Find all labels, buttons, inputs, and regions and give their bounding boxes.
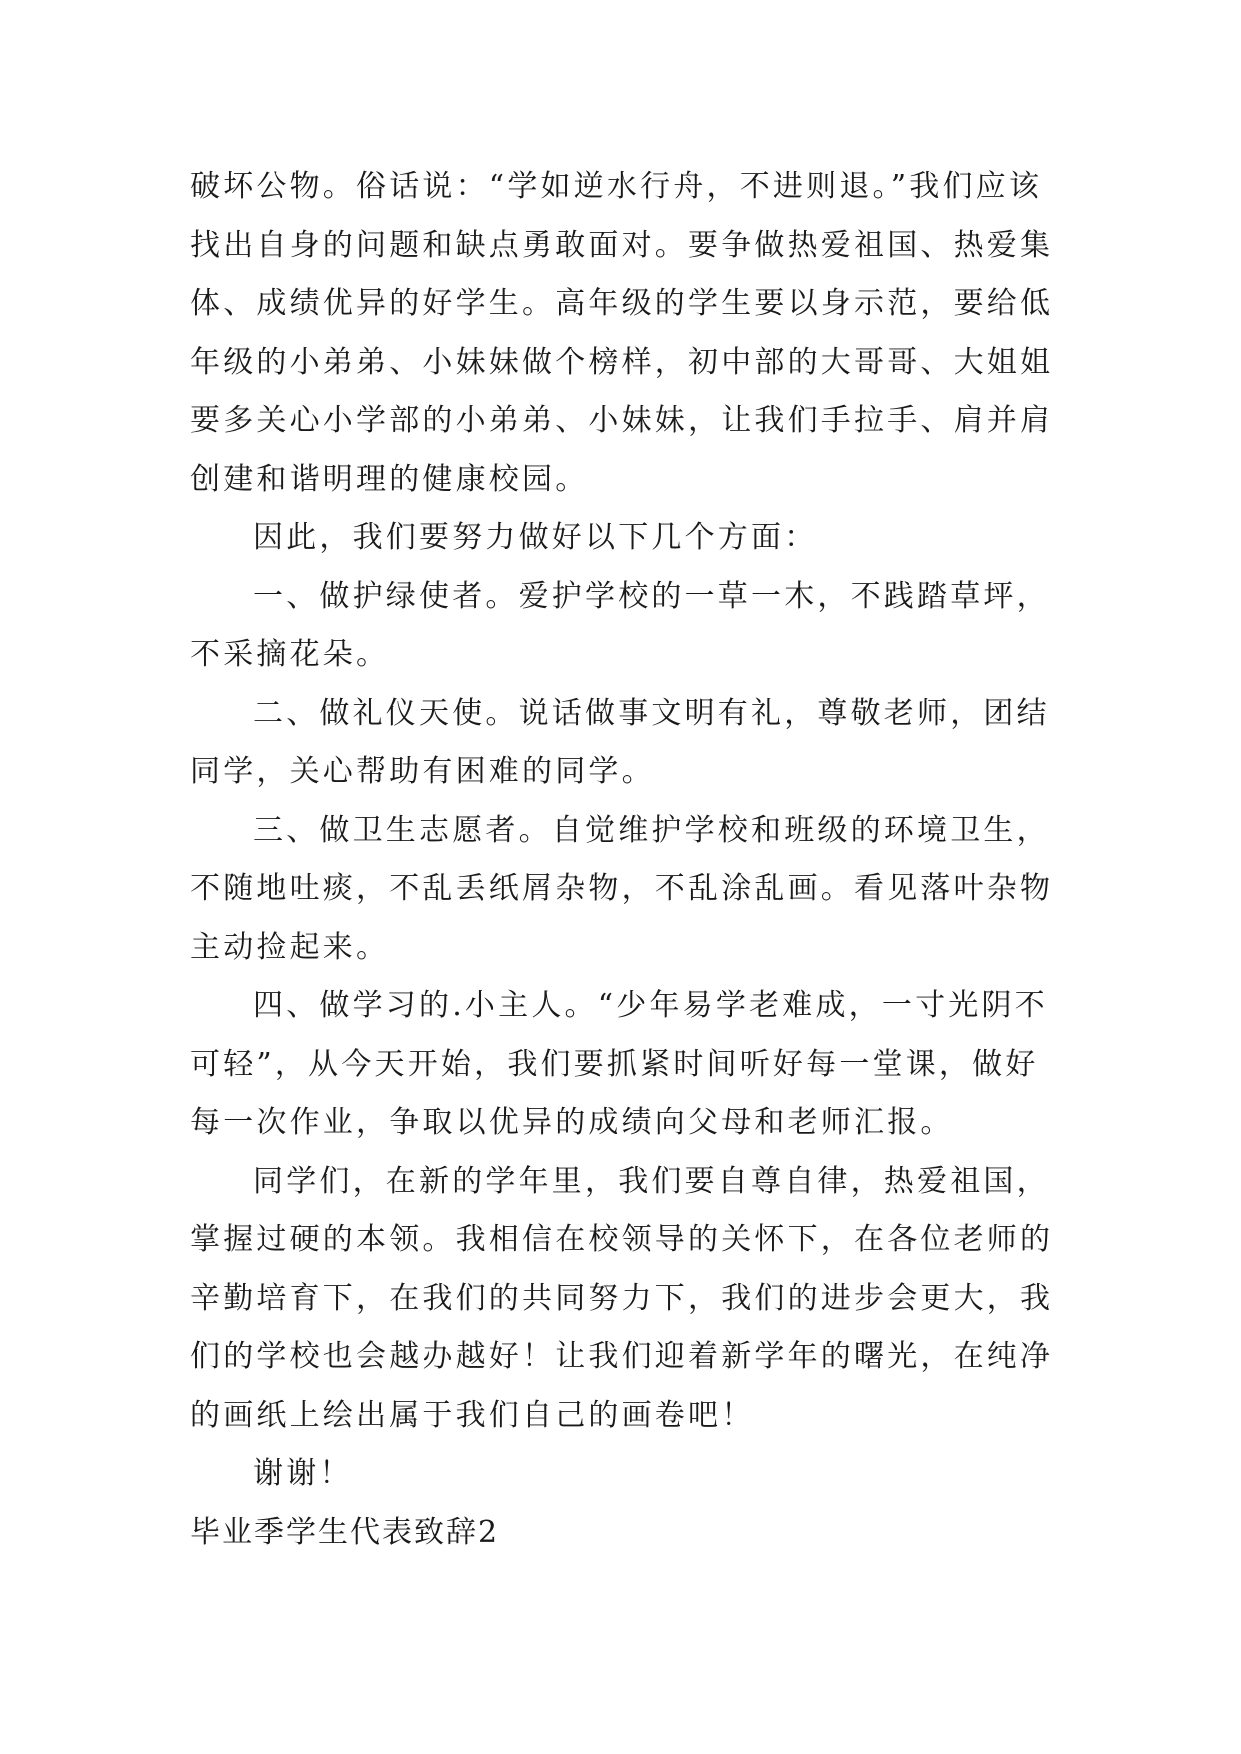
paragraph-line: 因此，我们要努力做好以下几个方面：: [253, 520, 818, 555]
paragraph-line: 辛勤培育下，在我们的共同努力下，我们的进步会更大，我: [190, 1280, 1054, 1316]
paragraph-line: 的画纸上绘出属于我们自己的画卷吧！: [190, 1397, 755, 1433]
paragraph-line: 每一次作业，争取以优异的成绩向父母和老师汇报。: [190, 1105, 954, 1140]
paragraph-line: 不采摘花朵。: [190, 637, 390, 672]
paragraph-line: 年级的小弟弟、小妹妹做个榜样，初中部的大哥哥、大姐姐: [190, 344, 1054, 380]
paragraph-line: 掌握过硬的本领。我相信在校领导的关怀下，在各位老师的: [190, 1222, 1054, 1257]
list-item-2: 二、做礼仪天使。说话做事文明有礼，尊敬老师，团结: [253, 695, 1050, 731]
paragraph-line: 同学，关心帮助有困难的同学。: [190, 754, 655, 789]
paragraph-line: 可轻”，从今天开始，我们要抓紧时间听好每一堂课，做好: [190, 1046, 1039, 1082]
document-body: [190, 158, 1054, 1562]
paragraph-line: 同学们，在新的学年里，我们要自尊自律，热爱祖国，: [253, 1163, 1050, 1199]
list-item-1: 一、做护绿使者。爱护学校的一草一木，不践踏草坪，: [253, 578, 1050, 614]
list-item-3: 三、做卫生志愿者。自觉维护学校和班级的环境卫生，: [253, 812, 1050, 848]
paragraph-line: 不随地吐痰，不乱丢纸屑杂物，不乱涂乱画。看见落叶杂物: [190, 871, 1054, 906]
paragraph-line: 创建和谐明理的健康校园。: [190, 461, 589, 497]
paragraph-line: 要多关心小学部的小弟弟、小妹妹，让我们手拉手、肩并肩: [190, 403, 1054, 438]
paragraph-line: 主动捡起来。: [190, 929, 390, 965]
paragraph-line: 破坏公物。俗话说：“学如逆水行舟，不进则退。”我们应该: [190, 169, 1043, 204]
section-title: 毕业季学生代表致辞2: [190, 1514, 500, 1550]
paragraph-line: 体、成绩优异的好学生。高年级的学生要以身示范，要给低: [190, 286, 1054, 321]
paragraph-line: 们的学校也会越办越好！让我们迎着新学年的曙光，在纯净: [190, 1339, 1054, 1374]
paragraph-line: 找出自身的问题和缺点勇敢面对。要争做热爱祖国、热爱集: [190, 227, 1054, 263]
closing-thanks: 谢谢！: [253, 1456, 353, 1491]
list-item-4: 四、做学习的.小主人。“少年易学老难成，一寸光阴不: [253, 988, 1048, 1023]
